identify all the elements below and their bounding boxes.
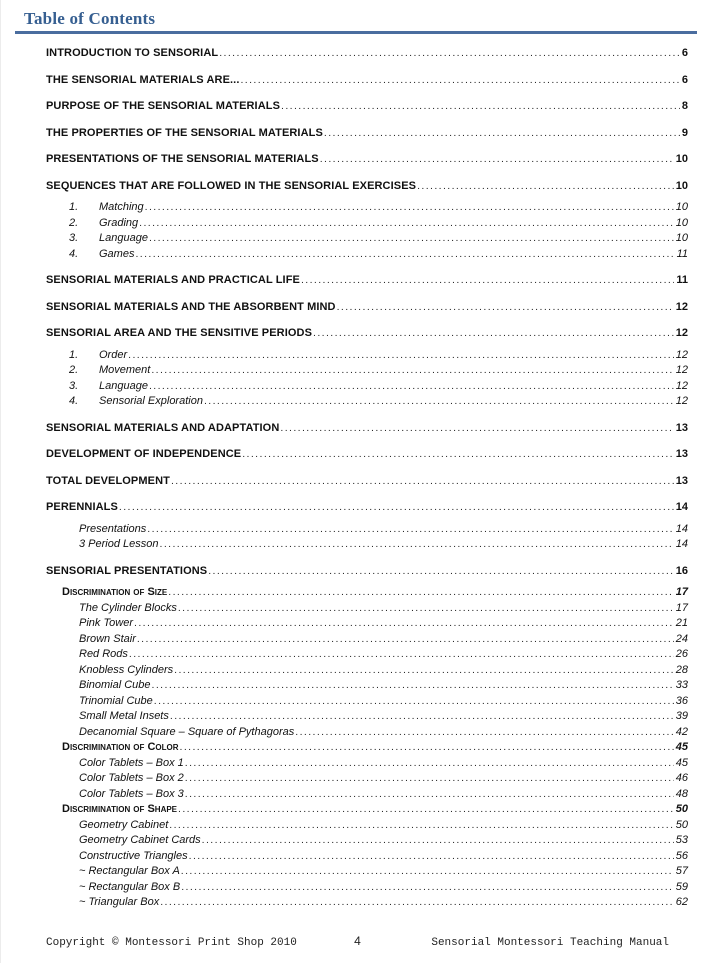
- toc-entry-page: 45: [675, 741, 688, 753]
- dot-leader: [154, 694, 674, 710]
- toc-entry[interactable]: [46, 537, 688, 553]
- dot-leader: [137, 632, 674, 648]
- toc-entry-number: 2.: [69, 216, 79, 229]
- dot-leader: [280, 421, 673, 437]
- toc-entry[interactable]: [46, 231, 688, 247]
- toc-entry-label: Order: [99, 348, 128, 361]
- toc-entry-page: 33: [675, 679, 688, 691]
- toc-entry-page: 12: [675, 348, 688, 361]
- dot-leader: [128, 348, 674, 364]
- toc-entry[interactable]: [46, 632, 688, 648]
- page-footer: [46, 934, 669, 949]
- toc-entry[interactable]: [46, 500, 688, 516]
- dot-leader: [313, 326, 674, 342]
- toc-entry-page: 39: [675, 710, 688, 722]
- toc-entry-label: ~ Rectangular Box B: [79, 880, 181, 893]
- toc-entry[interactable]: [46, 348, 688, 364]
- toc-entry-label: Geometry Cabinet Cards: [79, 834, 201, 846]
- toc-entry-label: PRESENTATIONS OF THE SENSORIAL MATERIALS: [46, 153, 319, 165]
- toc-entry-label: SENSORIAL PRESENTATIONS: [46, 564, 208, 577]
- dot-leader: [147, 522, 673, 538]
- toc-entry[interactable]: [46, 152, 688, 168]
- dot-leader: [139, 216, 674, 232]
- dot-leader: [119, 500, 674, 516]
- toc-entry-page: 10: [675, 232, 688, 244]
- toc-entry-page: 10: [675, 153, 688, 165]
- toc-entry[interactable]: [46, 247, 688, 263]
- toc-entry[interactable]: [46, 678, 688, 694]
- toc-entry-label: Color Tablets – Box 3: [79, 787, 184, 800]
- toc-entry-label: Discrimination of Size: [62, 586, 168, 598]
- toc-entry[interactable]: [46, 394, 688, 410]
- toc-entry[interactable]: [46, 647, 688, 663]
- toc-entry-page: 14: [675, 522, 688, 535]
- toc-entry[interactable]: [46, 601, 688, 617]
- toc-entry[interactable]: [46, 740, 688, 756]
- toc-entry-label: Games: [99, 247, 135, 260]
- dot-leader: [129, 647, 674, 663]
- toc-entry-page: 12: [675, 327, 688, 339]
- toc-entry-label: Matching: [99, 201, 144, 213]
- toc-entry-label: Trinomial Cube: [79, 694, 153, 707]
- table-of-contents: [46, 46, 688, 911]
- toc-entry-label: DEVELOPMENT OF INDEPENDENCE: [46, 448, 242, 460]
- toc-entry[interactable]: [46, 802, 688, 818]
- toc-entry-page: 42: [675, 725, 688, 738]
- toc-entry-label: INTRODUCTION TO SENSORIAL: [46, 47, 219, 59]
- toc-entry-number: 4.: [69, 395, 79, 407]
- toc-entry-page: 13: [675, 421, 688, 434]
- toc-entry-page: 17: [675, 586, 688, 598]
- toc-entry-page: 6: [681, 73, 688, 86]
- toc-entry-page: 50: [675, 803, 688, 815]
- toc-entry[interactable]: [46, 725, 688, 741]
- toc-entry[interactable]: [46, 787, 688, 803]
- toc-entry-page: 56: [675, 849, 688, 862]
- toc-entry-page: 13: [675, 448, 688, 460]
- toc-entry-number: 4.: [69, 247, 79, 260]
- toc-entry[interactable]: [46, 379, 688, 395]
- toc-entry[interactable]: [46, 833, 688, 849]
- toc-entry-label: SENSORIAL MATERIALS AND PRACTICAL LIFE: [46, 274, 300, 286]
- toc-entry[interactable]: [46, 273, 688, 289]
- toc-entry[interactable]: [46, 709, 688, 725]
- toc-entry-number: 1.: [69, 201, 79, 213]
- toc-entry-number: 2.: [69, 364, 79, 376]
- toc-entry-label: THE SENSORIAL MATERIALS ARE...: [46, 73, 240, 86]
- toc-entry-page: 48: [675, 787, 688, 800]
- toc-entry-page: 12: [675, 364, 688, 376]
- dot-leader: [170, 709, 674, 725]
- toc-entry-label: SENSORIAL AREA AND THE SENSITIVE PERIODS: [46, 327, 313, 339]
- toc-entry-page: 6: [681, 47, 688, 59]
- dot-leader: [168, 585, 674, 601]
- toc-entry-page: 10: [675, 216, 688, 229]
- dot-leader: [281, 99, 680, 115]
- dot-leader: [145, 200, 674, 216]
- toc-entry[interactable]: [46, 474, 688, 490]
- dot-leader: [295, 725, 674, 741]
- dot-leader: [219, 46, 680, 62]
- toc-entry-page: 46: [675, 772, 688, 784]
- toc-entry-page: 17: [675, 601, 688, 614]
- dot-leader: [337, 300, 674, 316]
- toc-entry-label: Small Metal Insets: [79, 710, 169, 722]
- toc-entry-label: Brown Stair: [79, 632, 136, 645]
- toc-entry[interactable]: [46, 694, 688, 710]
- toc-entry[interactable]: [46, 564, 688, 580]
- dot-leader: [185, 756, 674, 772]
- toc-entry[interactable]: [46, 421, 688, 437]
- toc-entry-label: Language: [99, 379, 148, 392]
- toc-entry[interactable]: [46, 179, 688, 195]
- toc-entry-page: 50: [675, 818, 688, 831]
- toc-entry-page: 28: [675, 663, 688, 676]
- toc-entry-label: Geometry Cabinet: [79, 818, 169, 831]
- dot-leader: [149, 231, 674, 247]
- toc-entry-label: Knobless Cylinders: [79, 663, 174, 676]
- footer-copyright: Copyright © Montessori Print Shop 2010: [46, 937, 297, 949]
- dot-leader: [152, 678, 674, 694]
- toc-entry-page: 24: [675, 632, 688, 645]
- toc-entry-label: Constructive Triangles: [79, 849, 188, 862]
- toc-entry[interactable]: [46, 864, 688, 880]
- toc-entry-page: 53: [675, 834, 688, 846]
- toc-entry[interactable]: [46, 663, 688, 679]
- dot-leader: [134, 616, 674, 632]
- dot-leader: [180, 740, 674, 756]
- dot-leader: [301, 273, 674, 289]
- toc-entry-page: 26: [675, 648, 688, 660]
- dot-leader: [169, 818, 673, 834]
- toc-entry-label: SEQUENCES THAT ARE FOLLOWED IN THE SENSORIAL EXERCISES: [46, 179, 417, 192]
- toc-entry-label: 3 Period Lesson: [79, 538, 159, 550]
- dot-leader: [242, 447, 674, 463]
- toc-entry[interactable]: [46, 200, 688, 216]
- toc-entry-page: 10: [675, 201, 688, 213]
- toc-entry[interactable]: [46, 363, 688, 379]
- toc-entry[interactable]: [46, 849, 688, 865]
- toc-entry-label: ~ Rectangular Box A: [79, 865, 180, 877]
- toc-entry[interactable]: [46, 818, 688, 834]
- title-rule: [15, 31, 697, 34]
- toc-entry-label: Color Tablets – Box 2: [79, 772, 184, 784]
- toc-entry[interactable]: [46, 880, 688, 896]
- toc-entry-label: ~ Triangular Box: [79, 896, 160, 908]
- toc-entry-label: Color Tablets – Box 1: [79, 756, 184, 769]
- toc-entry[interactable]: [46, 522, 688, 538]
- dot-leader: [160, 537, 674, 553]
- toc-entry-page: 59: [675, 880, 688, 893]
- dot-leader: [160, 895, 674, 911]
- footer-manual-title: Sensorial Montessori Teaching Manual: [431, 937, 669, 949]
- dot-leader: [189, 849, 674, 865]
- toc-entry-page: 45: [675, 756, 688, 769]
- toc-entry-page: 14: [675, 538, 688, 550]
- dot-leader: [181, 880, 674, 896]
- dot-leader: [178, 802, 674, 818]
- toc-entry[interactable]: [46, 326, 688, 342]
- dot-leader: [185, 787, 674, 803]
- toc-entry-label: Discrimination of Shape: [62, 803, 178, 815]
- toc-entry[interactable]: [46, 46, 688, 62]
- toc-entry[interactable]: [46, 99, 688, 115]
- dot-leader: [320, 152, 674, 168]
- toc-entry[interactable]: [46, 756, 688, 772]
- toc-entry-page: 8: [681, 100, 688, 112]
- toc-entry[interactable]: [46, 126, 688, 142]
- dot-leader: [171, 474, 674, 490]
- dot-leader: [324, 126, 680, 142]
- dot-leader: [417, 179, 674, 195]
- dot-leader: [185, 771, 674, 787]
- toc-entry-label: Presentations: [79, 522, 147, 535]
- toc-entry-label: THE PROPERTIES OF THE SENSORIAL MATERIALS: [46, 126, 323, 139]
- toc-entry-label: SENSORIAL MATERIALS AND ADAPTATION: [46, 421, 280, 434]
- toc-entry-label: TOTAL DEVELOPMENT: [46, 474, 170, 487]
- toc-entry[interactable]: [46, 585, 688, 601]
- toc-entry-page: 11: [676, 274, 688, 286]
- toc-entry-label: Language: [99, 232, 148, 244]
- toc-entry-page: 13: [675, 474, 688, 487]
- toc-entry-page: 12: [675, 300, 688, 313]
- toc-entry-label: Movement: [99, 364, 151, 376]
- toc-entry[interactable]: [46, 447, 688, 463]
- toc-entry-page: 62: [675, 896, 688, 908]
- toc-entry-label: Sensorial Exploration: [99, 395, 203, 407]
- toc-entry-page: 11: [676, 247, 688, 260]
- dot-leader: [135, 247, 674, 263]
- toc-entry-label: Discrimination of Color: [62, 741, 179, 753]
- toc-entry[interactable]: [46, 216, 688, 232]
- toc-entry-label: Pink Tower: [79, 617, 134, 629]
- toc-entry[interactable]: [46, 616, 688, 632]
- footer-page-number: 4: [354, 934, 361, 948]
- toc-entry-label: The Cylinder Blocks: [79, 601, 177, 614]
- toc-entry-page: 57: [675, 865, 688, 877]
- dot-leader: [240, 73, 679, 89]
- dot-leader: [204, 394, 674, 410]
- toc-entry-label: PURPOSE OF THE SENSORIAL MATERIALS: [46, 100, 281, 112]
- toc-entry-page: 12: [675, 379, 688, 392]
- toc-entry-page: 12: [675, 395, 688, 407]
- dot-leader: [174, 663, 674, 679]
- dot-leader: [151, 363, 673, 379]
- toc-entry[interactable]: [46, 73, 688, 89]
- page-title: Table of Contents: [24, 9, 156, 28]
- toc-entry-page: 21: [675, 617, 688, 629]
- toc-entry-page: 14: [675, 501, 688, 513]
- toc-entry[interactable]: [46, 300, 688, 316]
- dot-leader: [208, 564, 674, 580]
- dot-leader: [202, 833, 674, 849]
- toc-entry-label: Red Rods: [79, 648, 128, 660]
- toc-entry[interactable]: [46, 771, 688, 787]
- toc-entry-page: 16: [675, 564, 688, 577]
- dot-leader: [181, 864, 674, 880]
- dot-leader: [149, 379, 674, 395]
- toc-entry-number: 3.: [69, 379, 79, 392]
- toc-entry-page: 9: [681, 126, 688, 139]
- dot-leader: [178, 601, 674, 617]
- toc-entry-label: SENSORIAL MATERIALS AND THE ABSORBENT MIND: [46, 300, 336, 313]
- toc-entry[interactable]: [46, 895, 688, 911]
- toc-entry-number: 1.: [69, 348, 79, 361]
- toc-entry-label: Grading: [99, 216, 139, 229]
- toc-entry-label: PERENNIALS: [46, 501, 118, 513]
- toc-entry-label: Binomial Cube: [79, 679, 151, 691]
- toc-entry-label: Decanomial Square – Square of Pythagoras: [79, 725, 295, 738]
- page-header: [1, 0, 719, 34]
- toc-entry-page: 10: [675, 179, 688, 192]
- toc-entry-page: 36: [675, 694, 688, 707]
- toc-entry-number: 3.: [69, 232, 79, 244]
